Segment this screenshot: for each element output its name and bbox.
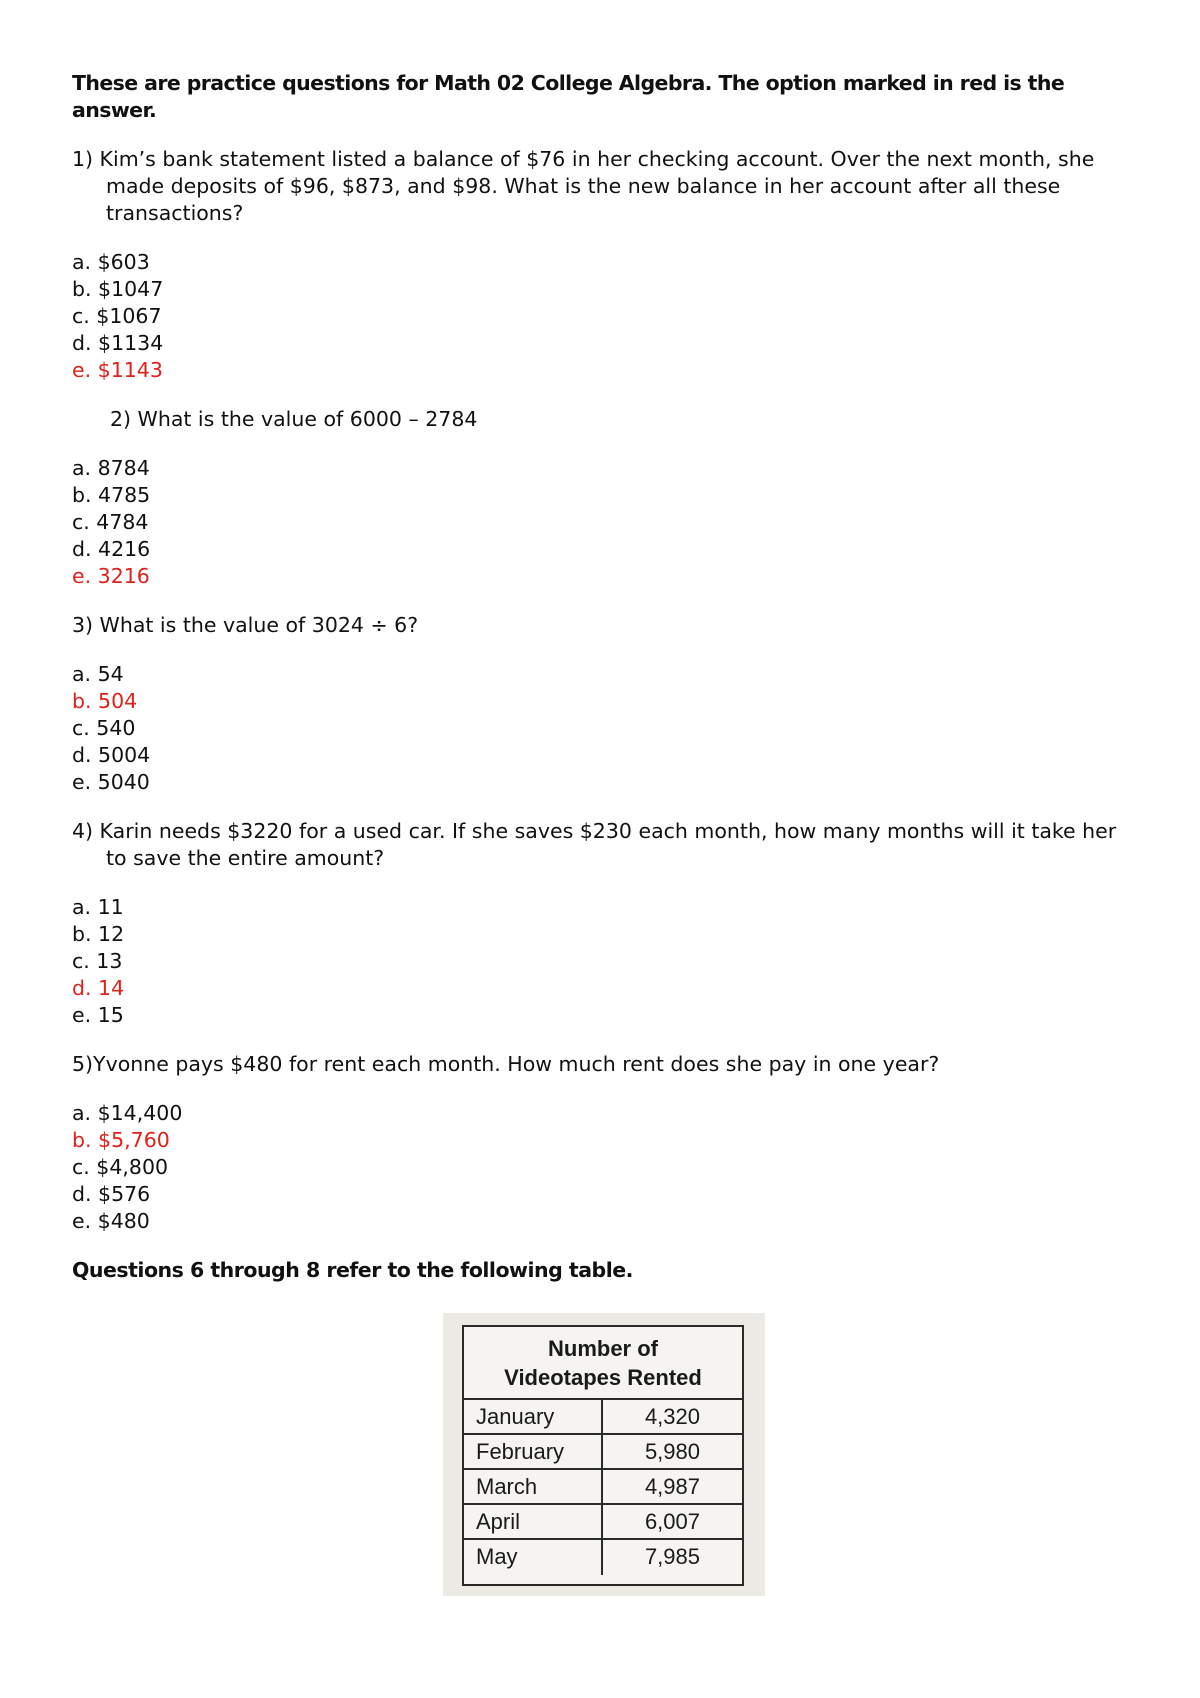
question-4 [72,818,1132,1029]
option-c: c. 540 [72,716,136,740]
option-d: d. 5004 [72,743,151,767]
question-text: 5)Yvonne pays $480 for rent each month. How much rent does she pay in one year? [72,1052,940,1076]
option-c: c. 4784 [72,510,149,534]
month-cell: April [464,1505,603,1538]
option-c: c. 13 [72,949,123,973]
option-b: b. 504 [72,689,138,713]
question-3 [72,612,1132,796]
question-text: 1) Kim’s bank statement listed a balance of $76 in her checking account. Over the next month, she made deposits of $96, $873, and $98. What is the new balance in her account after all these transactions? [72,147,1095,225]
option-list [72,455,1132,590]
question-5 [72,1051,1132,1235]
option-e: e. $1143 [72,358,163,382]
option-b: b. $5,760 [72,1128,170,1152]
intro-text: These are practice questions for Math 02 College Algebra. The option marked in red is the answer. [72,71,1065,122]
table-row [464,1540,742,1575]
table-row [464,1400,742,1435]
option-list [72,894,1132,1029]
option-a: a. $14,400 [72,1101,183,1125]
table-row [464,1435,742,1470]
option-list [72,1100,1132,1235]
option-d: d. 14 [72,976,125,1000]
option-d: d. $1134 [72,331,164,355]
question-text: 2) What is the value of 6000 – 2784 [110,407,478,431]
option-list [72,661,1132,796]
table-row [464,1470,742,1505]
question-1 [72,146,1132,384]
option-e: e. 3216 [72,564,150,588]
option-d: d. 4216 [72,537,151,561]
month-cell: February [464,1435,603,1468]
option-a: a. $603 [72,250,150,274]
option-c: c. $1067 [72,304,162,328]
option-a: a. 11 [72,895,124,919]
option-a: a. 54 [72,662,124,686]
option-b: b. $1047 [72,277,164,301]
value-cell: 7,985 [644,1544,700,1569]
value-cell: 6,007 [644,1509,700,1534]
value-cell: 5,980 [644,1439,700,1464]
option-a: a. 8784 [72,456,150,480]
videotapes-table [462,1325,744,1586]
option-d: d. $576 [72,1182,151,1206]
option-c: c. $4,800 [72,1155,169,1179]
month-cell: January [464,1400,603,1433]
table-scan-image [443,1313,765,1596]
table-row [464,1505,742,1540]
option-b: b. 4785 [72,483,151,507]
table-title [464,1327,742,1400]
section-heading: Questions 6 through 8 refer to the following table. [72,1258,633,1282]
value-cell: 4,320 [644,1404,700,1429]
value-cell: 4,987 [644,1474,700,1499]
question-text: 4) Karin needs $3220 for a used car. If she saves $230 each month, how many months will it take her to save the entire amount? [72,819,1117,870]
question-2 [72,406,1132,590]
table-title-line-2: Videotapes Rented [504,1365,702,1390]
month-cell: March [464,1470,603,1503]
option-b: b. 12 [72,922,125,946]
option-list [72,249,1132,384]
table-title-line-1: Number of [548,1336,658,1361]
month-cell: May [464,1540,603,1575]
option-e: e. 5040 [72,770,150,794]
option-e: e. 15 [72,1003,124,1027]
option-e: e. $480 [72,1209,150,1233]
document-page [72,70,1132,1284]
question-text: 3) What is the value of 3024 ÷ 6? [72,613,419,637]
